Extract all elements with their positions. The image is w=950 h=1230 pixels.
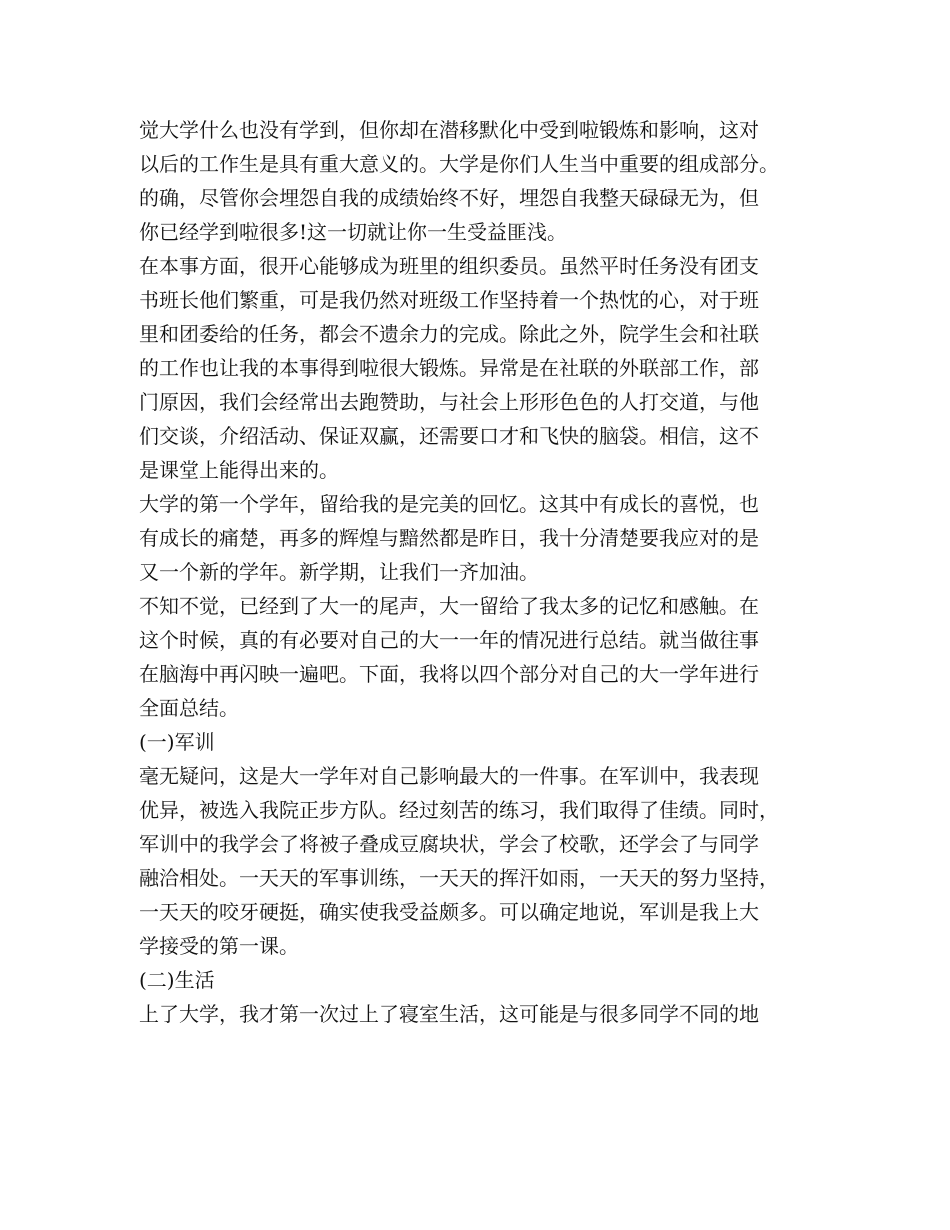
text-line: 你已经学到啦很多!这一切就让你一生受益匪浅。	[139, 220, 568, 244]
section-heading: (二)生活	[139, 968, 215, 992]
text-line: 一天天的咬牙硬挺，确实使我受益颇多。可以确定地说，军训是我上大	[139, 900, 759, 924]
text-line: 的工作也让我的本事得到啦很大锻炼。异常是在社联的外联部工作，部	[139, 356, 759, 380]
text-line: 们交谈，介绍活动、保证双赢，还需要口才和飞快的脑袋。相信，这不	[139, 424, 759, 448]
section-heading: (一)军训	[139, 730, 215, 754]
text-line: 学接受的第一课。	[139, 934, 299, 958]
text-line: 有成长的痛楚，再多的辉煌与黯然都是昨日，我十分清楚要我应对的是	[139, 526, 759, 550]
text-line: 又一个新的学年。新学期，让我们一齐加油。	[139, 560, 539, 584]
text-line: 里和团委给的任务，都会不遗余力的完成。除此之外，院学生会和社联	[139, 322, 759, 346]
text-line: 门原因，我们会经常出去跑赞助，与社会上形形色色的人打交道，与他	[139, 390, 759, 414]
text-line: 在本事方面，很开心能够成为班里的组织委员。虽然平时任务没有团支	[139, 254, 759, 278]
text-line: 以后的工作生是具有重大意义的。大学是你们人生当中重要的组成部分。	[139, 152, 779, 176]
text-line: 军训中的我学会了将被子叠成豆腐块状，学会了校歌，还学会了与同学	[139, 832, 759, 856]
text-line: 融洽相处。一天天的军事训练，一天天的挥汗如雨，一天天的努力坚持，	[139, 866, 779, 890]
document-body	[139, 113, 819, 1031]
text-line: 不知不觉，已经到了大一的尾声，大一留给了我太多的记忆和感触。在	[139, 594, 759, 618]
text-line: 上了大学，我才第一次过上了寝室生活，这可能是与很多同学不同的地	[139, 1002, 759, 1026]
text-line: 大学的第一个学年，留给我的是完美的回忆。这其中有成长的喜悦，也	[139, 492, 759, 516]
text-line: 毫无疑问，这是大一学年对自己影响最大的一件事。在军训中，我表现	[139, 764, 759, 788]
text-line: 是课堂上能得出来的。	[139, 458, 339, 482]
text-line: 的确，尽管你会埋怨自我的成绩始终不好，埋怨自我整天碌碌无为，但	[139, 186, 759, 210]
text-line: 优异，被选入我院正步方队。经过刻苦的练习，我们取得了佳绩。同时，	[139, 798, 779, 822]
text-line: 全面总结。	[139, 696, 239, 720]
text-line: 在脑海中再闪映一遍吧。下面，我将以四个部分对自己的大一学年进行	[139, 662, 759, 686]
text-line: 书班长他们繁重，可是我仍然对班级工作坚持着一个热忱的心，对于班	[139, 288, 759, 312]
text-line: 觉大学什么也没有学到，但你却在潜移默化中受到啦锻炼和影响，这对	[139, 118, 759, 142]
text-line: 这个时候，真的有必要对自己的大一一年的情况进行总结。就当做往事	[139, 628, 759, 652]
